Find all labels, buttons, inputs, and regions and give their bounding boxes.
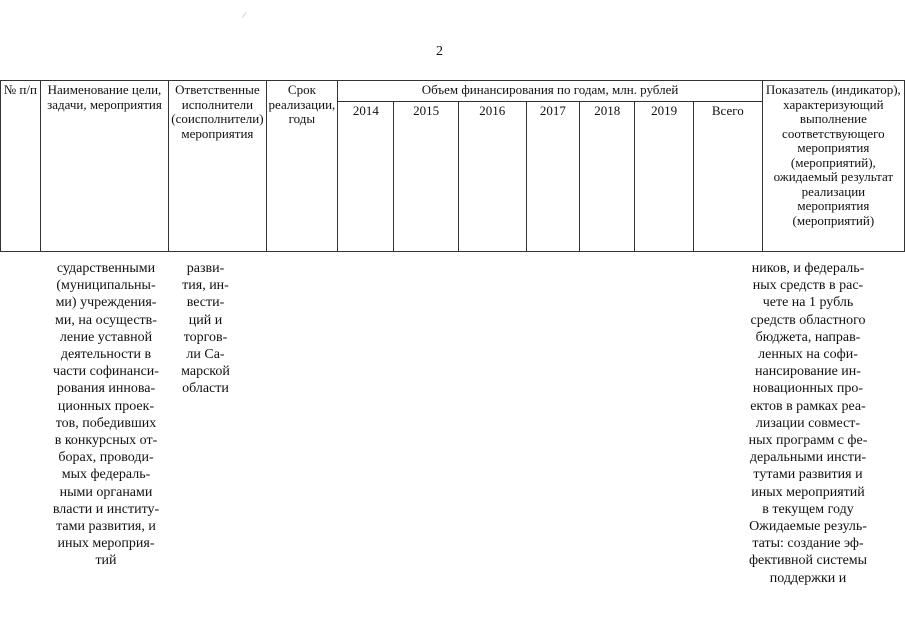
page-number: 2 xyxy=(436,44,443,59)
text-line: в конкурсных от- xyxy=(54,433,158,449)
text-line: разви- xyxy=(186,261,225,276)
text-line: ми, на осуществ- xyxy=(55,312,157,328)
header-year-2019: 2019 xyxy=(635,102,694,252)
text-line: ных средств в рас- xyxy=(752,278,864,294)
text-line: ников, и федераль- xyxy=(751,261,865,276)
text-line: иных мероприятий xyxy=(751,484,865,500)
text-line: ли Са- xyxy=(186,347,225,363)
header-number: № п/п xyxy=(1,81,41,252)
text-line: фективной системы xyxy=(748,553,868,569)
text-line: бюджета, направ- xyxy=(755,329,861,345)
text-line: области xyxy=(182,381,229,397)
header-year-2018: 2018 xyxy=(580,102,635,252)
text-line: ных программ с фе- xyxy=(748,433,868,449)
text-line: борах, проводи- xyxy=(58,450,154,466)
text-line: таты: создание эф- xyxy=(752,536,864,552)
text-line: тий xyxy=(95,553,117,569)
text-line: ными органами xyxy=(59,484,153,500)
text-line: ектов в рамках реа- xyxy=(750,398,866,414)
text-line: части софинанси- xyxy=(53,364,159,380)
text-line: нансирование ин- xyxy=(755,364,861,380)
text-line: тами развития, и xyxy=(56,519,156,535)
text-line: вести- xyxy=(186,295,225,311)
text-line: средств областного xyxy=(750,312,866,328)
header-executors: Ответственные исполнители (соисполнители) мероприятия xyxy=(169,81,266,252)
stray-mark: / xyxy=(241,9,247,21)
text-line: Ожидаемые резуль- xyxy=(749,519,867,535)
activity-name-text xyxy=(40,260,172,570)
header-year-2015: 2015 xyxy=(394,102,458,252)
text-line: деятельности в xyxy=(60,347,152,363)
text-line: ций и xyxy=(188,312,223,328)
text-line: тия, ин- xyxy=(182,278,229,294)
financing-table xyxy=(0,80,905,252)
text-line: марской xyxy=(181,364,230,380)
header-total: Всего xyxy=(693,102,762,252)
text-line: ционных проек- xyxy=(57,398,155,414)
header-year-2014: 2014 xyxy=(338,102,394,252)
header-indicator: Показатель (индикатор), характеризующий выполнение соответствующего мероприятия (мероприятий), ожидаемый результат реализации мероприятия (мероприятий) xyxy=(762,81,904,252)
text-line: власти и институ- xyxy=(52,501,160,517)
indicator-text xyxy=(736,260,880,587)
text-line: поддержки и xyxy=(769,570,847,586)
text-line: тов, победивших xyxy=(55,415,157,431)
executors-text xyxy=(172,260,239,398)
text-line: иных мероприя- xyxy=(57,536,155,552)
text-line: деральными инсти- xyxy=(749,450,867,466)
text-line: сударственными xyxy=(56,261,156,276)
text-line: новационных про- xyxy=(752,381,864,397)
text-line: ми) учреждения- xyxy=(55,295,157,311)
header-row xyxy=(1,81,905,102)
text-line: ление уставной xyxy=(59,329,153,345)
text-line: чете на 1 рубль xyxy=(762,295,854,311)
text-line: в текущем году xyxy=(762,501,854,517)
text-line: ленных на софи- xyxy=(758,347,858,363)
header-year-2017: 2017 xyxy=(526,102,580,252)
text-line: (муниципальны- xyxy=(56,278,156,294)
header-term: Срок реализации, годы xyxy=(266,81,338,252)
header-financing: Объем финансирования по годам, млн. рублей xyxy=(338,81,762,102)
text-line: тутами развития и xyxy=(753,467,863,483)
text-line: рования иннова- xyxy=(56,381,156,397)
text-line: мых федераль- xyxy=(61,467,151,483)
header-year-2016: 2016 xyxy=(458,102,526,252)
text-line: торгов- xyxy=(183,329,228,345)
header-name: Наименование цели, задачи, мероприятия xyxy=(40,81,169,252)
text-line: лизации совмест- xyxy=(755,415,861,431)
